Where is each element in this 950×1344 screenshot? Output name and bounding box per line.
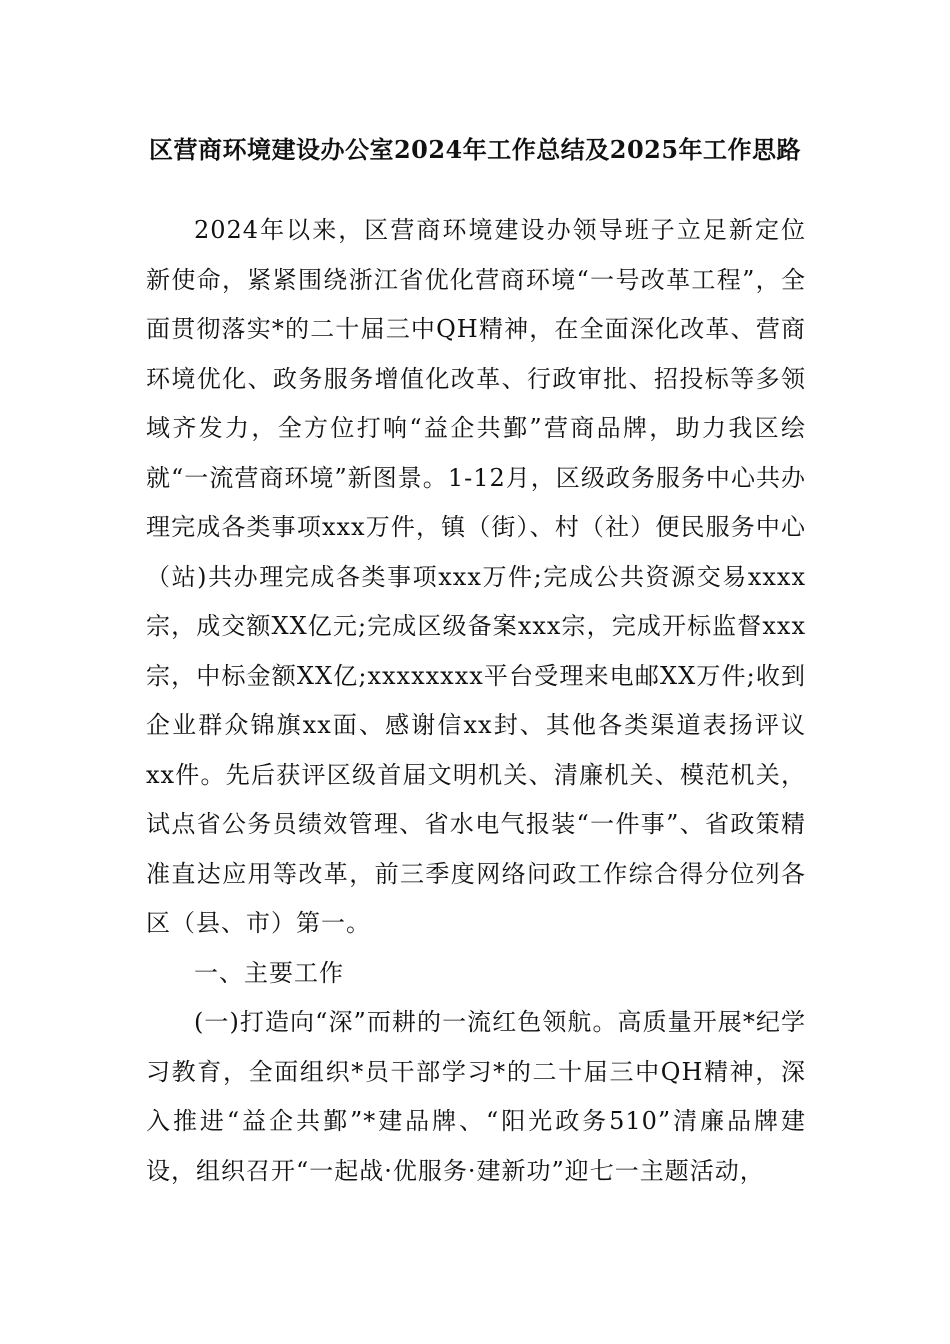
section-heading: 一、主要工作 <box>194 958 344 987</box>
document-body <box>146 206 806 1196</box>
section-1-paragraph: (一)打造向“深”而耕的一流红色领航。高质量开展*纪学习教育，全面组织*员干部学习*的二十届三中QH精神，深入推进“益企共鄞”*建品牌、“阳光政务510”清廉品牌建设，组织召开“一起战·优服务·建新功”迎七一主题活动， <box>146 1008 806 1185</box>
document-title: 区营商环境建设办公室2024年工作总结及2025年工作思路 <box>148 135 802 164</box>
intro-paragraph: 2024年以来，区营商环境建设办领导班子立足新定位新使命，紧紧围绕浙江省优化营商环境“一号改革工程”，全面贯彻落实*的二十届三中QH精神，在全面深化改革、营商环境优化、政务服务增值化改革、行政审批、招投标等多领域齐发力，全方位打响“益企共鄞”营商品牌，助力我区绘就“一流营商环境”新图景。1-12月，区级政务服务中心共办理完成各类事项xxx万件，镇（街）、村（社）便民服务中心（站)共办理完成各类事项xxx万件;完成公共资源交易xxxx宗，成交额XX亿元;完成区级备案xxx宗，完成开标监督xxx宗，中标金额XX亿;xxxxxxxx平台受理来电邮XX万件;收到企业群众锦旗xx面、感谢信xx封、其他各类渠道表扬评议xx件。先后获评区级首届文明机关、清廉机关、模范机关，试点省公务员绩效管理、省水电气报装“一件事”、省政策精准直达应用等改革，前三季度网络问政工作综合得分位列各区（县、市）第一。 <box>146 216 806 937</box>
